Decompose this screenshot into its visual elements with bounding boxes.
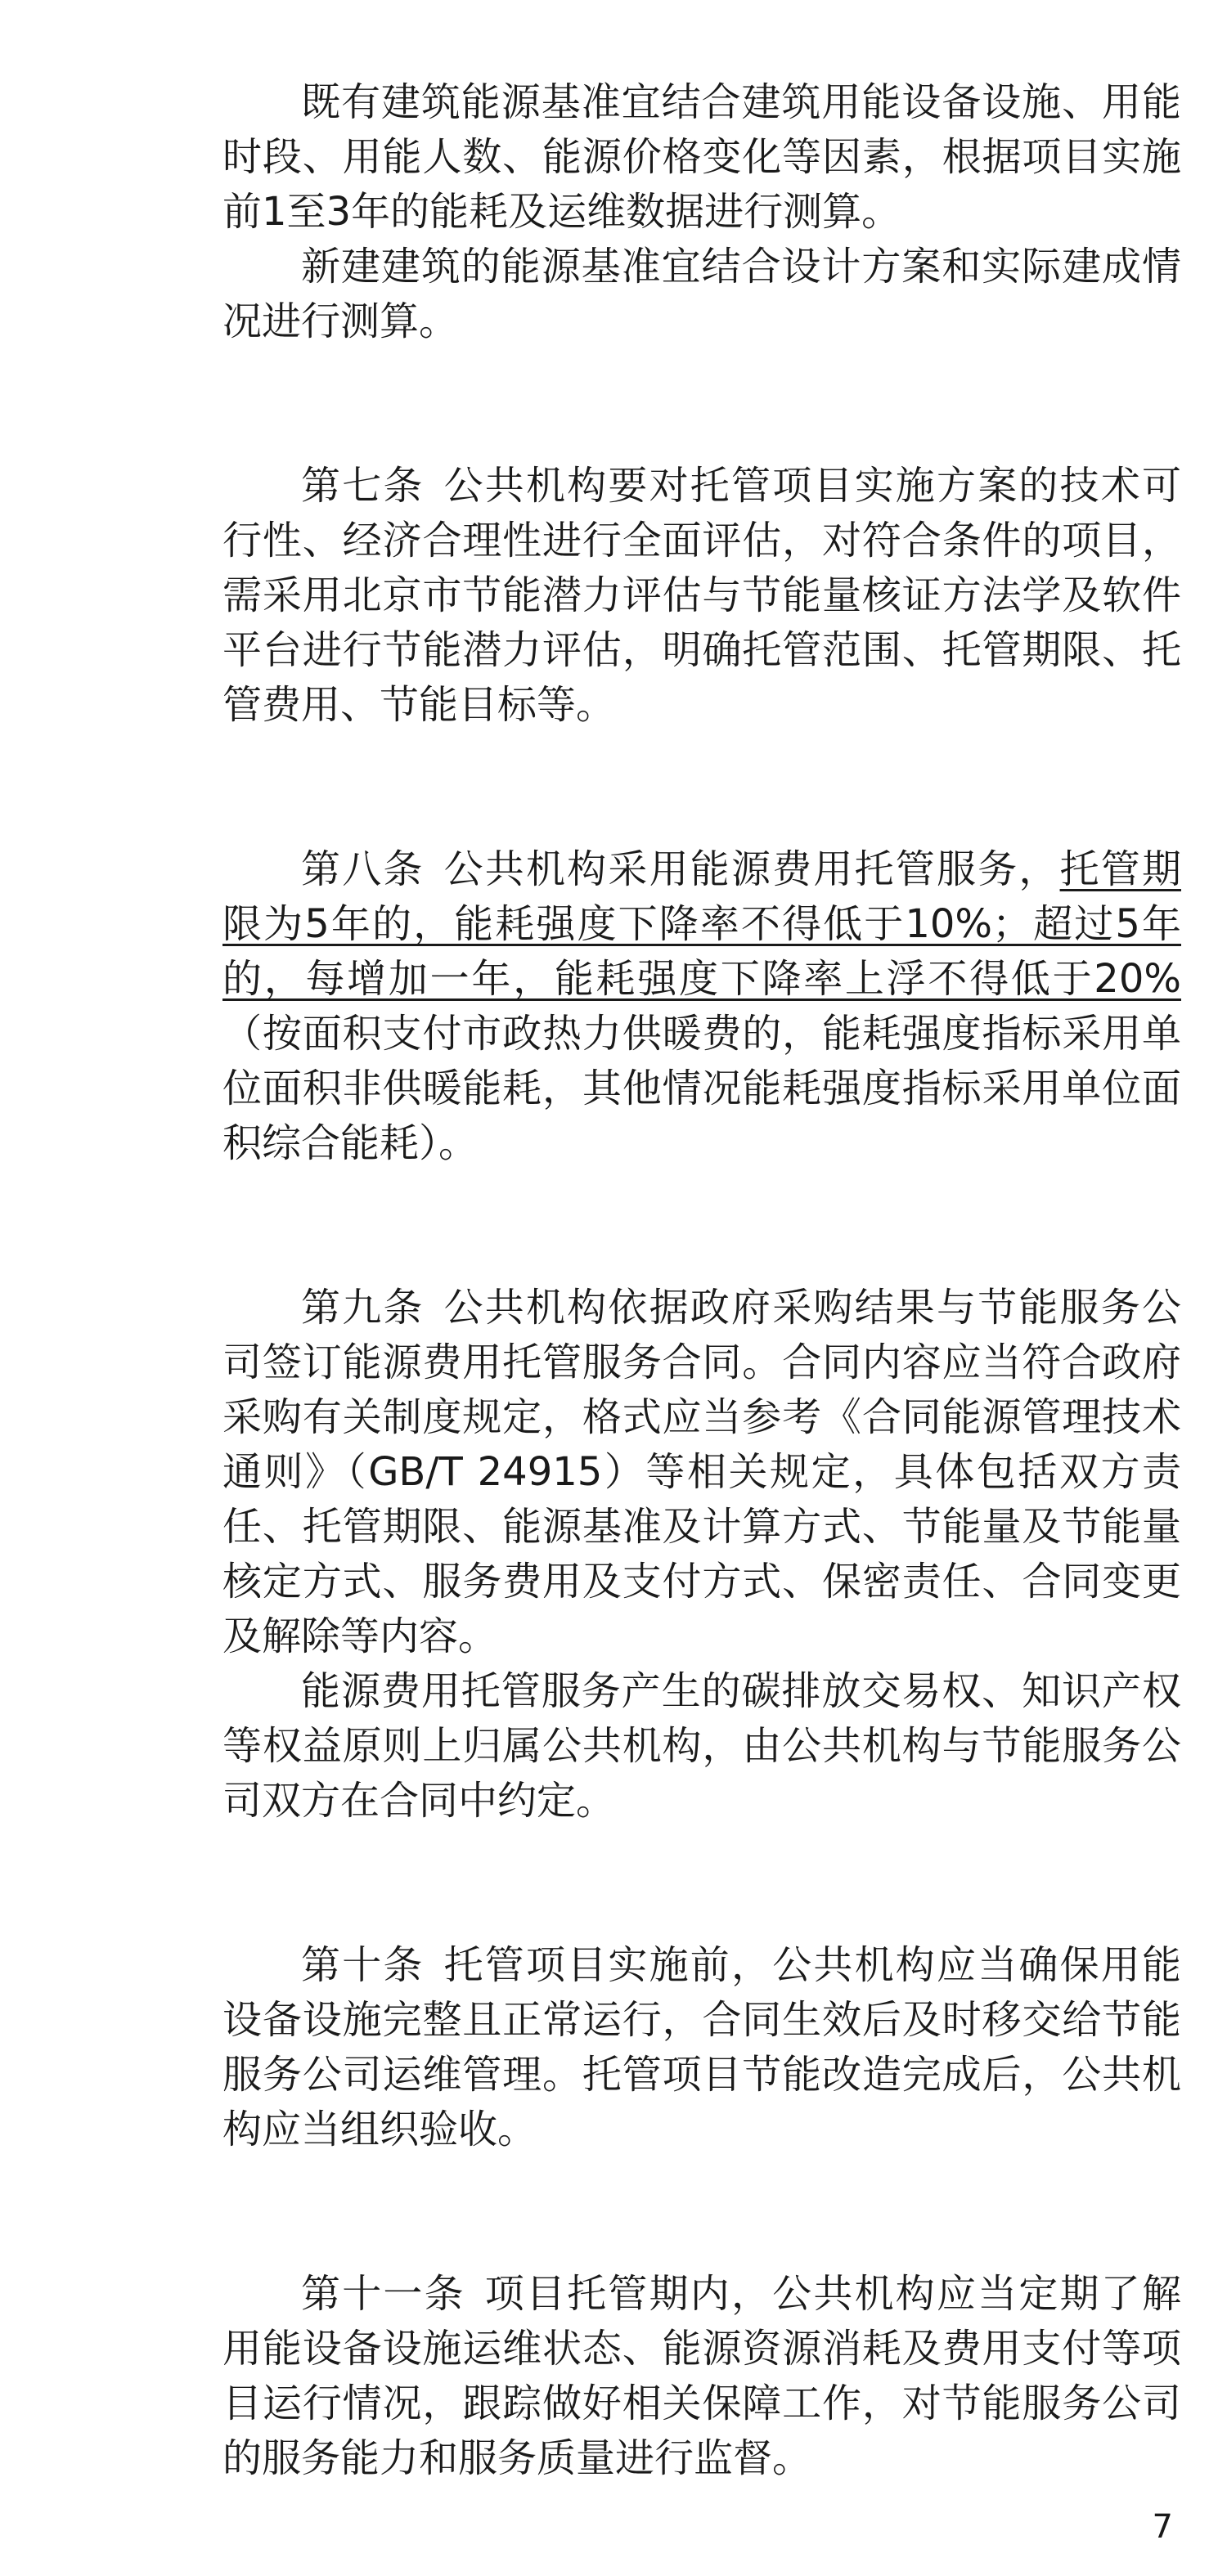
article-11-heading: 第十一条: [301, 2271, 465, 2317]
article-9-rights-paragraph: [222, 1664, 1181, 1829]
paragraph-text: 新建建筑的能源基准宜结合设计方案和实际建成情况进行测算。: [222, 244, 1181, 344]
article-9: [222, 1281, 1181, 1664]
article-8-text-start: 公共机构采用能源费用托管服务，: [443, 846, 1060, 892]
article-7: [222, 459, 1181, 733]
article-7-heading: 第七条: [301, 463, 425, 509]
article-8-underlined-requirement: 托管期限为5年的，能耗强度下降率不得低于10%；超过5年的，每增加一年，能耗强度下降率上浮不得低于20%: [222, 846, 1181, 1002]
article-10: [222, 1938, 1181, 2157]
article-8: [222, 842, 1181, 1171]
article-7-text: 公共机构要对托管项目实施方案的技术可行性、经济合理性进行全面评估，对符合条件的项目，需采用北京市节能潜力评估与节能量核证方法学及软件平台进行节能潜力评估，明确托管范围、托管期限、托管费用、节能目标等。: [222, 463, 1181, 728]
article-8-heading: 第八条: [301, 846, 425, 892]
paragraph-spacer: [222, 733, 1181, 842]
paragraph-text: 能源费用托管服务产生的碳排放交易权、知识产权等权益原则上归属公共机构，由公共机构与节能服务公司双方在合同中约定。: [222, 1668, 1181, 1824]
page-number: 7: [1152, 2508, 1173, 2546]
article-8-text-end: （按面积支付市政热力供暖费的，能耗强度指标采用单位面积非供暖能耗，其他情况能耗强度指标采用单位面积综合能耗）。: [222, 1011, 1181, 1166]
article-11-text: 项目托管期内，公共机构应当定期了解用能设备设施运维状态、能源资源消耗及费用支付等项目运行情况，跟踪做好相关保障工作，对节能服务公司的服务能力和服务质量进行监督。: [222, 2271, 1181, 2481]
paragraph-spacer: [222, 1171, 1181, 1281]
paragraph-text: 既有建筑能源基准宜结合建筑用能设备设施、用能时段、用能人数、能源价格变化等因素，根据项目实施前1至3年的能耗及运维数据进行测算。: [222, 79, 1181, 235]
article-9-text: 公共机构依据政府采购结果与节能服务公司签订能源费用托管服务合同。合同内容应当符合政府采购有关制度规定，格式应当参考《合同能源管理技术通则》（GB/T 24915）等相关规定，具体包括双方责任、托管期限、能源基准及计算方式、节能量及节能量核定方式、服务费用及支付方式、保密责任、合同变更及解除等内容。: [222, 1285, 1181, 1659]
paragraph-spacer: [222, 2157, 1181, 2267]
paragraph-spacer: [222, 349, 1181, 459]
paragraph-existing-building-baseline: [222, 75, 1181, 240]
article-9-heading: 第九条: [301, 1285, 425, 1331]
paragraph-new-building-baseline: [222, 240, 1181, 349]
article-10-text: 托管项目实施前，公共机构应当确保用能设备设施完整且正常运行，合同生效后及时移交给节能服务公司运维管理。托管项目节能改造完成后，公共机构应当组织验收。: [222, 1942, 1181, 2152]
document-body: [222, 75, 1181, 2486]
article-11: [222, 2267, 1181, 2486]
article-10-heading: 第十条: [301, 1942, 425, 1988]
paragraph-spacer: [222, 1829, 1181, 1938]
